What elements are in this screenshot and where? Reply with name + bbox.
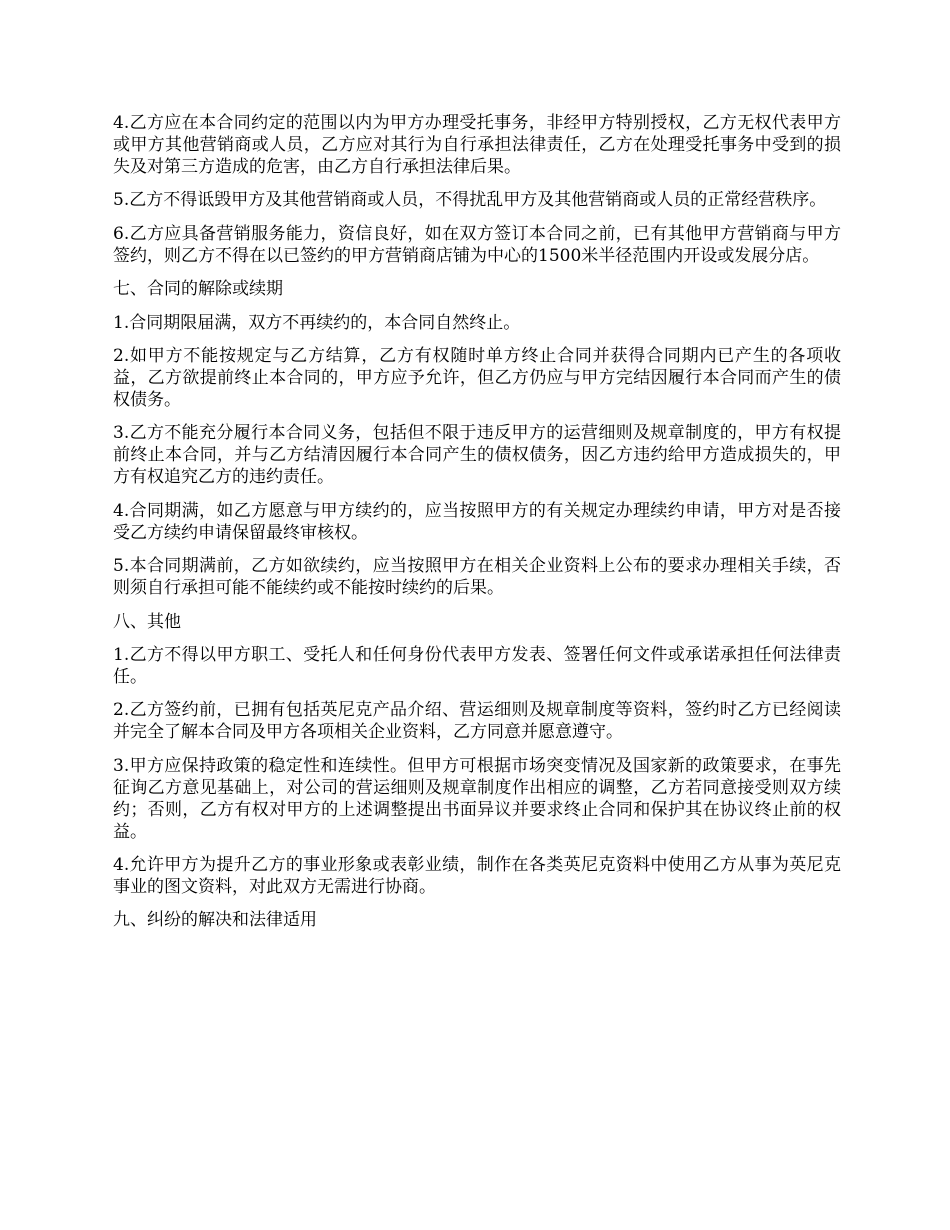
clause-paragraph: 1.合同期限届满，双方不再续约的，本合同自然终止。: [113, 312, 521, 333]
section-heading: 九、纠纷的解决和法律适用: [113, 910, 317, 931]
section-heading: 七、合同的解除或续期: [113, 279, 283, 300]
clause-paragraph: 2.乙方签约前，已拥有包括英尼克产品介绍、营运细则及规章制度等资料，签约时乙方已经阅读并完全了解本合同及甲方各项相关企业资料，乙方同意并愿意遵守。: [113, 700, 841, 743]
section-heading: 八、其他: [113, 611, 181, 632]
clause-paragraph: 6.乙方应具备营销服务能力，资信良好，如在双方签订本合同之前，已有其他甲方营销商与甲方签约，则乙方不得在以已签约的甲方营销商店铺为中心的1500米半径范围内开设或发展分店。: [113, 223, 841, 266]
clause-paragraph: 4.合同期满，如乙方愿意与甲方续约的，应当按照甲方的有关规定办理续约申请，甲方对是否接受乙方续约申请保留最终审核权。: [113, 500, 841, 543]
clause-paragraph: 5.乙方不得诋毁甲方及其他营销商或人员，不得扰乱甲方及其他营销商或人员的正常经营秩序。: [113, 190, 827, 211]
clause-paragraph: 4.乙方应在本合同约定的范围以内为甲方办理受托事务，非经甲方特别授权，乙方无权代表甲方或甲方其他营销商或人员，乙方应对其行为自行承担法律责任，乙方在处理受托事务中受到的损失及对第三方造成的危害，由乙方自行承担法律后果。: [113, 113, 841, 177]
clause-paragraph: 5.本合同期满前，乙方如欲续约，应当按照甲方在相关企业资料上公布的要求办理相关手续，否则须自行承担可能不能续约或不能按时续约的后果。: [113, 556, 841, 599]
document-page: [113, 112, 841, 943]
clause-paragraph: 2.如甲方不能按规定与乙方结算，乙方有权随时单方终止合同并获得合同期内已产生的各项收益，乙方欲提前终止本合同的，甲方应予允许，但乙方仍应与甲方完结因履行本合同而产生的债权债务。: [113, 345, 841, 410]
clause-paragraph: 3.乙方不能充分履行本合同义务，包括但不限于违反甲方的运营细则及规章制度的，甲方有权提前终止本合同，并与乙方结清因履行本合同产生的债权债务，因乙方违约给甲方造成损失的，甲方有权追究乙方的违约责任。: [113, 423, 841, 488]
clause-paragraph: 4.允许甲方为提升乙方的事业形象或表彰业绩，制作在各类英尼克资料中使用乙方从事为英尼克事业的图文资料，对此双方无需进行协商。: [113, 855, 841, 898]
clause-paragraph: 1.乙方不得以甲方职工、受托人和任何身份代表甲方发表、签署任何文件或承诺承担任何法律责任。: [113, 644, 841, 687]
clause-paragraph: 3.甲方应保持政策的稳定性和连续性。但甲方可根据市场突变情况及国家新的政策要求，在事先征询乙方意见基础上，对公司的营运细则及规章制度作出相应的调整，乙方若同意接受则双方续约；否则，乙方有权对甲方的上述调整提出书面异议并要求终止合同和保护其在协议终止前的权益。: [113, 755, 841, 842]
